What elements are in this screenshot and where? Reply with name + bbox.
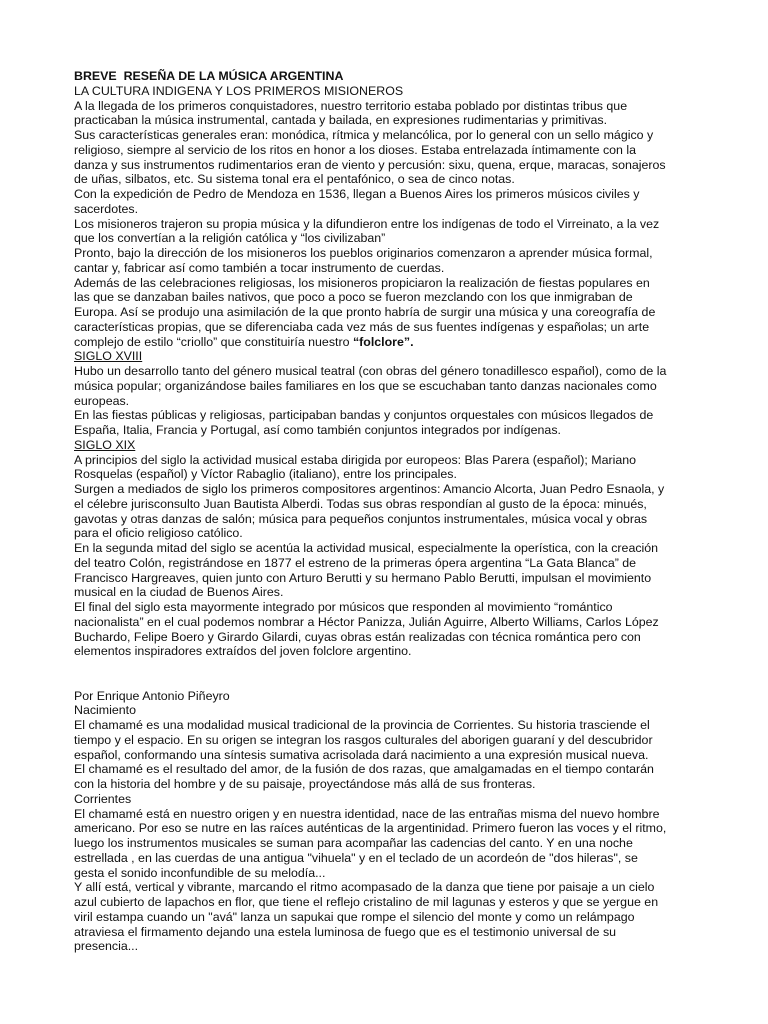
text-line: Los misioneros trajeron su propia música y la difundieron entre los indígenas de todo el Virreinato, a la vez — [74, 216, 660, 231]
document-title: BREVE RESEÑA DE LA MÚSICA ARGENTINA — [74, 69, 344, 83]
author-byline: Por Enrique Antonio Piñeyro — [74, 688, 230, 703]
text-line: El chamamé es el resultado del amor, de la fusión de dos razas, que amalgamadas en el tiempo contarán — [74, 762, 654, 777]
text-line: A la llegada de los primeros conquistadores, nuestro territorio estaba poblado por distintas tribus que — [74, 98, 628, 113]
text-line: Europa. Así se produjo una asimilación de la que pronto habría de surgir una música y una coreografía de — [74, 305, 656, 319]
section-nacimiento — [74, 718, 696, 792]
text-line: Y allí está, vertical y vibrante, marcando el ritmo acompasado de la danza que tiene por paisaje a un cielo — [74, 880, 655, 895]
text-line: del teatro Colón, registrándose en 1877 el estreno de la primeras ópera argentina “La Gata Blanca” de — [74, 555, 637, 570]
text-line: cantar y, fabricar así como también a tocar instrumento de cuerdas. — [74, 260, 445, 275]
section-heading-cultura-indigena: LA CULTURA INDIGENA Y LOS PRIMEROS MISIONEROS — [74, 83, 404, 98]
text-line: musical en la ciudad de Buenos Aires. — [74, 585, 284, 600]
text-line: atraviesa el firmamento dejando una estela luminosa de fuego que es el testimonio universal de su — [74, 924, 617, 939]
text-line: características propias, que se diferenciaba cada vez más de sus fuentes indígenas y españolas; un arte — [74, 319, 650, 334]
paragraph-expedicion — [74, 187, 696, 217]
text-line: gavotas y otras danzas de salón; música para pequeños conjuntos instrumentales, música vocal y obras — [74, 511, 648, 526]
blank-space — [74, 659, 696, 689]
text-line: sacerdotes. — [74, 201, 139, 216]
text-line: presencia... — [74, 939, 139, 954]
section-heading-corrientes: Corrientes — [74, 791, 132, 806]
text-line: Hubo un desarrollo tanto del género musical teatral (con obras del género tonadillesco español), como de la — [74, 364, 667, 378]
text-line: El final del siglo esta mayormente integrado por músicos que responden al movimiento “romántico — [74, 600, 613, 614]
text-line: practicaban la música instrumental, cantada y bailada, en expresiones rudimentarias y primitivas. — [74, 113, 608, 128]
text-line: danza y sus instrumentos rudimentarios eran de viento y percusión: sixu, quena, erque, maracas, sonajeros — [74, 157, 666, 172]
text-line: Surgen a mediados de siglo los primeros compositores argentinos: Amancio Alcorta, Juan Pedro Esnaola, y — [74, 482, 665, 496]
paragraph-misioneros — [74, 217, 696, 247]
section-heading-nacimiento: Nacimiento — [74, 703, 136, 718]
text-line: que los convertían a la religión católica y “los civilizaban” — [74, 231, 386, 246]
section-corrientes — [74, 807, 696, 955]
text-line: Pronto, bajo la dirección de los misioneros los pueblos originarios comenzaron a aprender música formal, — [74, 246, 653, 260]
text-line: El chamamé es una modalidad musical tradicional de la provincia de Corrientes. Su historia trasciende el — [74, 718, 650, 732]
text-line: Rosquelas (español) y Víctor Rabaglio (italiano), entre los principales. — [74, 467, 457, 482]
paragraph-celebraciones — [74, 276, 696, 350]
text-line: Sus características generales eran: monódica, rítmica y melancólica, por lo general con un sello mágico y — [74, 128, 654, 142]
text-line: En la segunda mitad del siglo se acentúa la actividad musical, especialmente la operística, con la creación — [74, 541, 659, 555]
paragraph-pronto — [74, 246, 696, 276]
paragraph-caracteristicas — [74, 128, 696, 187]
text-line: luego los instrumentos musicales se suman para acompañar las cadencias del canto. Y en una noche — [74, 836, 633, 850]
text-line: El chamamé está en nuestro origen y en nuestra identidad, nace de las entrañas misma del nuevo hombre — [74, 806, 660, 821]
text-fragment: complejo de estilo “criollo” que constituiría nuestro — [74, 334, 353, 349]
text-line: estrellada , en las cuerdas de una antigua "vihuela" y en el teclado de un acordeón de "dos hileras", se — [74, 850, 638, 865]
section-siglo-xix — [74, 453, 696, 660]
section-siglo-xviii — [74, 364, 696, 438]
text-line: religioso, siempre al servicio de los ritos en honor a los dioses. Estaba entrelazada íntimamente con la — [74, 142, 637, 157]
text-line: americano. Por eso se nutre en las raíces auténticas de la argentinidad. Primero fueron las voces y el ritmo, — [74, 821, 667, 836]
text-line: elementos inspiradores extraídos del joven folclore argentino. — [74, 644, 412, 659]
section-heading-siglo-xix: SIGLO XIX — [74, 437, 136, 452]
text-line: gesta el sonido inconfundible de su melodía... — [74, 865, 326, 880]
text-line: tiempo y el espacio. En su origen se integran los rasgos culturales del aborigen guaraní y del descubridor — [74, 732, 653, 747]
text-line: las que se danzaban bailes nativos, que poco a poco se fueron mezclando con los que inmigraban de — [74, 290, 633, 305]
text-line: para el oficio religioso católico. — [74, 526, 243, 541]
text-line: nacionalista” en el cual podemos nombrar a Héctor Panizza, Julián Aguirre, Alberto Williams, Carlos López — [74, 614, 659, 629]
text-line: el célebre jurisconsulto Juan Bautista Alberdi. Todas sus obras respondían al gusto de la época: minués, — [74, 496, 647, 511]
text-line: Además de las celebraciones religiosas, los misioneros propiciaron la realización de fiestas populares en — [74, 275, 650, 290]
text-line: de uñas, silbatos, etc. Su sistema tonal era el pentafónico, o sea de cinco notas. — [74, 172, 515, 187]
text-line: Buchardo, Felipe Boero y Girardo Gilardi, cuyas obras están realizadas con técnica romántica pero con — [74, 629, 641, 644]
text-line: Con la expedición de Pedro de Mendoza en 1536, llegan a Buenos Aires los primeros músicos civiles y — [74, 187, 640, 201]
bold-term-folclore: “folclore”. — [352, 334, 414, 349]
text-line: azul cubierto de lapachos en flor, que tiene el reflejo cristalino de mil lagunas y esteros y que se yergue en — [74, 895, 659, 909]
text-line: con la historia del hombre y de su paisaje, proyectándose más allá de sus fronteras. — [74, 777, 536, 791]
text-line: España, Italia, Francia y Portugal, así como también conjuntos integrados por indígenas. — [74, 423, 561, 437]
text-line: A principios del siglo la actividad musical estaba dirigida por europeos: Blas Parera (español); Mariano — [74, 452, 637, 467]
text-line: europeas. — [74, 393, 130, 408]
section-heading-siglo-xviii: SIGLO XVIII — [74, 349, 143, 364]
text-line: música popular; organizándose bailes familiares en los que se escuchaban tanto danzas nacionales como — [74, 378, 657, 393]
text-line: español, conformando una síntesis sumativa acrisolada dará nacimiento a una expresión musical nueva. — [74, 747, 649, 762]
text-line — [74, 335, 696, 350]
text-line: Francisco Hargreaves, quien junto con Arturo Berutti y su hermano Pablo Berutti, impulsan el movimiento — [74, 570, 652, 585]
document-page — [74, 69, 696, 954]
paragraph-llegada — [74, 99, 696, 129]
text-line: En las fiestas públicas y religiosas, participaban bandas y conjuntos orquestales con músicos llegados de — [74, 408, 654, 423]
text-line: viril estampa cuando un "avá" lanza un sapukai que rompe el silencio del monte y como un relámpago — [74, 909, 635, 924]
